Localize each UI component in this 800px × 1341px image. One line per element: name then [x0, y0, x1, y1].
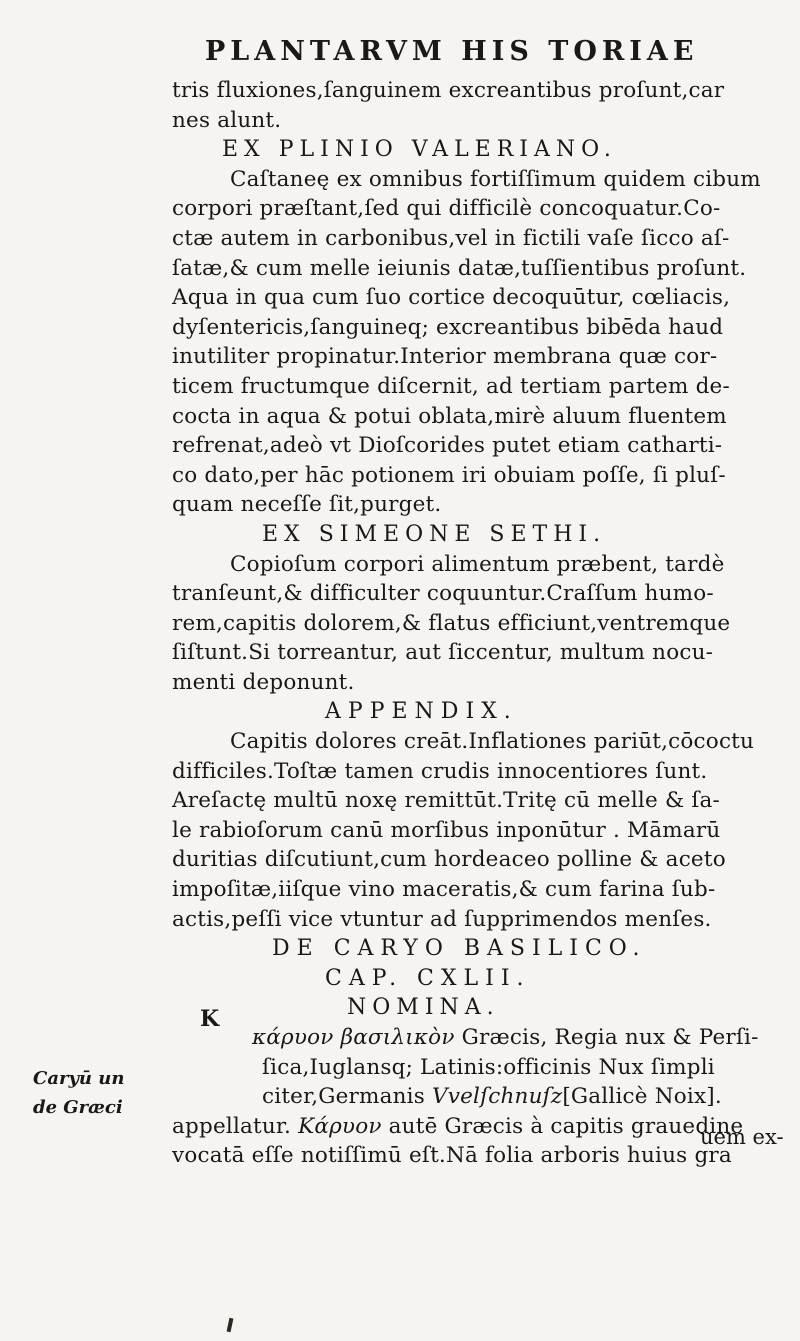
subheading-nomina: NOMINA.: [347, 995, 500, 1021]
text-line: Areſactę multū noxę remittūt.Tritę cū melle & ſa-: [172, 788, 720, 814]
text-line: co dato,per hāc potionem iri obuiam poſſe, ſi pluſ-: [172, 462, 726, 488]
text-line: menti deponunt.: [172, 669, 355, 695]
chapter-title: DE CARYO BASILICO.: [272, 936, 647, 962]
text-line: ſiſtunt.Si torreantur, aut ſiccentur, multum nocu-: [172, 640, 714, 666]
text-line: Caſtaneę ex omnibus fortiſſimum quidem cibum: [230, 166, 761, 192]
text-line: vocatā eſſe notiſſimū eſt.Nā folia arboris huius gra: [172, 1143, 732, 1169]
section-heading: EX PLINIO VALERIANO.: [222, 137, 617, 163]
text-span: Græcis, Regia nux & Perſi-: [454, 1025, 759, 1050]
german-term: Vvelſchnuſz: [432, 1084, 563, 1110]
greek-term: κάρυον βασιλικὸν: [252, 1025, 455, 1050]
text-line: quam neceſſe ſit,purget.: [172, 492, 442, 518]
text-line: Capitis dolores creāt.Inflationes pariūt,cōcoctu: [230, 729, 755, 755]
text-line: [172, 1112, 767, 1142]
running-head: PLANTARVM HIS TORIAE: [205, 36, 699, 67]
text-line: difficiles.Toſtæ tamen crudis innocentiores ſunt.: [172, 758, 708, 784]
text-span: [Gallicè Noix].: [562, 1084, 722, 1110]
section-heading: EX SIMEONE SETHI.: [262, 521, 607, 547]
text-line: refrenat,adeò vt Dioſcorides putet etiam catharti-: [172, 433, 723, 459]
text-line: le rabioſorum canū morſibus inponūtur . Māmarū: [172, 817, 721, 843]
text-line: ſica,Iuglansq; Latinis:officinis Nux ſimpli: [262, 1054, 715, 1080]
catchword: uem ex-: [700, 1125, 784, 1149]
text-line: actis,peſſi vice vtuntur ad ſupprimendos menſes.: [172, 906, 712, 932]
greek-term: Κάρυον: [298, 1113, 382, 1139]
text-span: appellatur.: [172, 1113, 299, 1139]
text-line: [172, 1023, 767, 1053]
text-span: citer,Germanis: [262, 1084, 433, 1110]
text-line: ctæ autem in carbonibus,vel in fictili vaſe ſicco aſ-: [172, 225, 730, 251]
text-line: [172, 1082, 767, 1112]
text-line: Aqua in qua cum ſuo cortice decoquūtur, cœliacis,: [172, 285, 731, 311]
section-heading: APPENDIX.: [325, 699, 518, 725]
text-line: inutiliter propinatur.Interior membrana quæ cor-: [172, 344, 718, 370]
chapter-number: CAP. CXLII.: [325, 965, 531, 991]
text-line: duritias diſcutiunt,cum hordeaceo polline & aceto: [172, 847, 726, 873]
text-line: tris fluxiones,ſanguinem excreantibus proſunt,car: [172, 78, 725, 103]
marginal-letter: K: [200, 1006, 220, 1032]
text-line: ticem fructumque diſcernit, ad tertiam partem de-: [172, 373, 730, 399]
text-line: tranſeunt,& difficulter coquuntur.Craſſum humo-: [172, 581, 714, 607]
ink-speck: [227, 1318, 234, 1333]
text-line: cocta in aqua & potui oblata,mirè aluum fluentem: [172, 403, 727, 429]
text-line: corpori præſtant,ſed qui difficilè concoquatur.Co-: [172, 196, 721, 222]
text-line: rem,capitis dolorem,& flatus efficiunt,ventremque: [172, 610, 731, 636]
main-text: [172, 76, 767, 1171]
text-line: nes alunt.: [172, 107, 282, 133]
marginal-note: de Græci: [33, 1097, 123, 1118]
text-line: dyſentericis,ſanguineq; excreantibus bibēda haud: [172, 314, 724, 340]
text-line: ſatæ,& cum melle ieiunis datæ,tuſſientibus proſunt.: [172, 255, 747, 281]
text-span: autē Græcis à capitis grauedine: [381, 1113, 744, 1139]
text-line: impoſitæ,iiſque vino maceratis,& cum farina ſub-: [172, 877, 716, 903]
text-line: Copioſum corpori alimentum præbent, tardè: [230, 551, 725, 577]
marginal-note: Caryū un: [33, 1068, 125, 1089]
